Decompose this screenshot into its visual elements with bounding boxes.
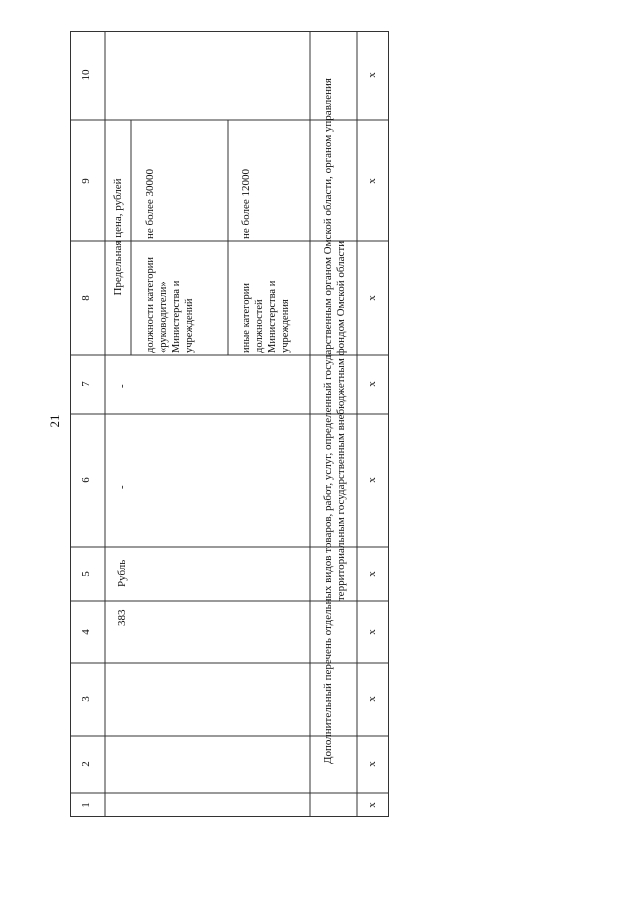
col6-cell: - bbox=[116, 485, 128, 489]
col-header-7: 7 bbox=[80, 381, 92, 387]
category-2: иные категории должностей Министерства и учреждения bbox=[241, 280, 291, 353]
x-col-6: х bbox=[366, 477, 378, 483]
col7-cell: - bbox=[116, 384, 128, 388]
x-col-7: х bbox=[366, 381, 378, 387]
col-header-4: 4 bbox=[80, 629, 92, 635]
x-col-3: х bbox=[366, 696, 378, 702]
x-col-8: х bbox=[366, 295, 378, 301]
rotated-table bbox=[70, 31, 389, 817]
x-col-1: х bbox=[366, 802, 378, 808]
price-2: не более 12000 bbox=[240, 169, 252, 239]
col-header-8: 8 bbox=[80, 295, 92, 301]
code-cell: 383 bbox=[116, 609, 128, 626]
col-header-1: 1 bbox=[80, 802, 92, 808]
x-col-5: х bbox=[366, 571, 378, 577]
price-1: не более 30000 bbox=[144, 169, 156, 239]
col-header-6: 6 bbox=[80, 477, 92, 483]
col-header-9: 9 bbox=[80, 178, 92, 184]
category-1: должности категории «руководители» Министерства и учреждений bbox=[145, 257, 195, 353]
section-title: Дополнительный перечень отдельных видов товаров, работ, услуг, определенный государственным органом Омской области, органом управления территориальным государственным внебюджетным фондом Омской области bbox=[322, 78, 347, 764]
x-col-9: х bbox=[366, 178, 378, 184]
x-col-2: х bbox=[366, 761, 378, 767]
col-header-5: 5 bbox=[80, 571, 92, 577]
page-number: 21 bbox=[47, 414, 62, 428]
col-header-3: 3 bbox=[80, 696, 92, 702]
x-col-10: х bbox=[366, 72, 378, 78]
price-header: Предельная цена, рублей bbox=[112, 178, 124, 296]
col-header-10: 10 bbox=[80, 69, 92, 81]
col-header-2: 2 bbox=[80, 761, 92, 767]
unit-cell: Рубль bbox=[116, 559, 128, 587]
x-col-4: х bbox=[366, 629, 378, 635]
